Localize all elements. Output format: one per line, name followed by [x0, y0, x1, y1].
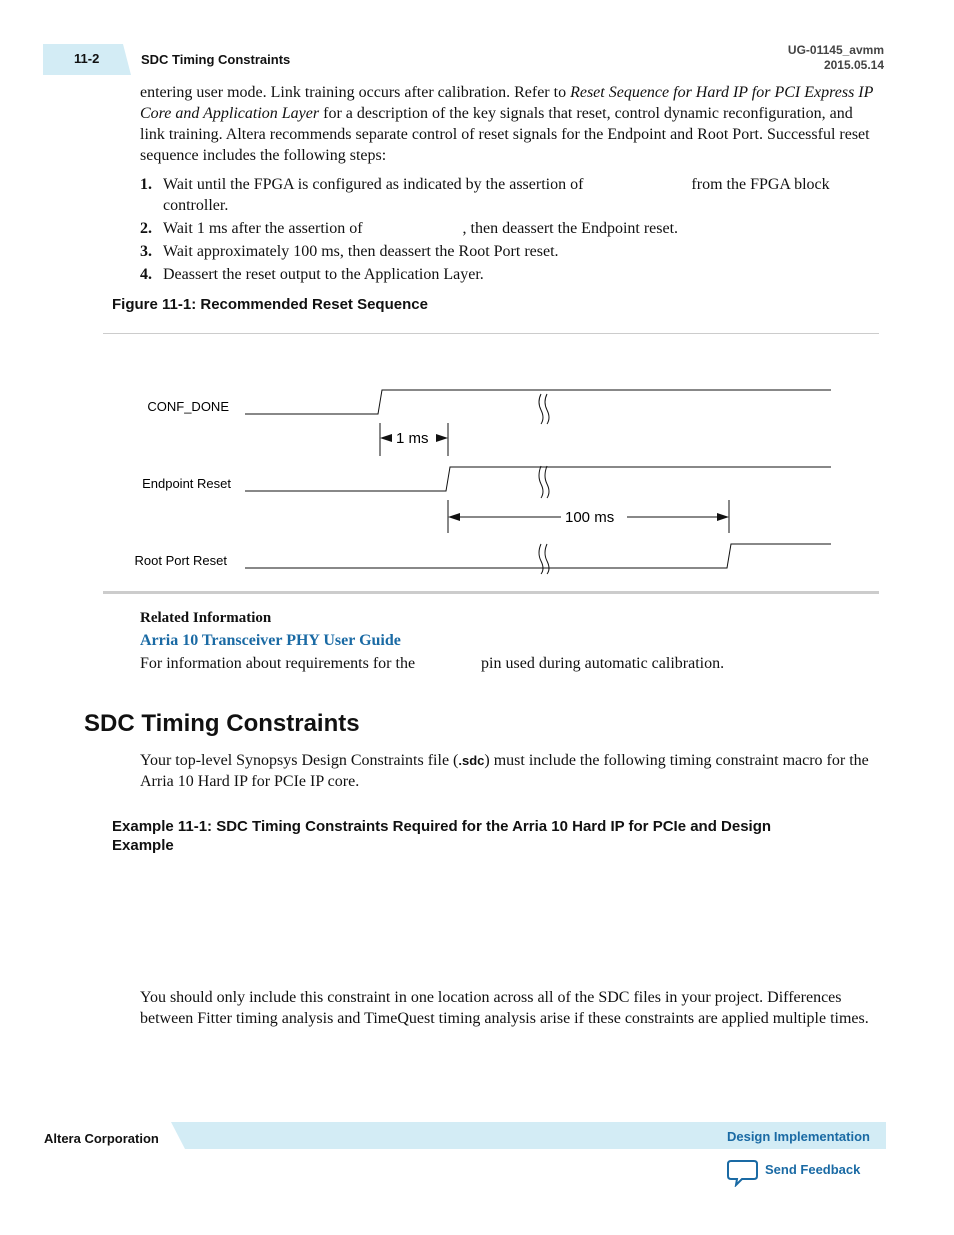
- step-item: [140, 174, 875, 216]
- signal-label-conf-done: CONF_DONE: [147, 399, 229, 414]
- intro-text-1: entering user mode. Link training occurs after calibration. Refer to: [140, 84, 571, 101]
- intro-text-2: for a description of the key signals that reset, control dynamic reconfiguration, and link training. Altera recommends separate control of reset signals for the Endpoint and Root Port. Successful reset sequence includes the following steps:: [140, 105, 870, 164]
- step-text: Wait until the FPGA is configured as indicated by the assertion of: [163, 176, 588, 193]
- step-number: 1.: [140, 176, 152, 193]
- send-feedback-link[interactable]: Send Feedback: [765, 1162, 861, 1177]
- root-port-reset-waveform: [245, 544, 831, 568]
- conf-done-waveform: [245, 390, 831, 414]
- figure-bottom-rule: [103, 591, 879, 594]
- intro-reference: Reset Sequence for Hard IP for PCI Express IP Core and Application Layer: [140, 84, 874, 122]
- footer-company: Altera Corporation: [44, 1131, 159, 1146]
- interval-label-1ms: 1 ms: [396, 430, 429, 447]
- related-info-description: [140, 653, 724, 674]
- break-mark-icon: [539, 544, 549, 574]
- break-mark-icon: [539, 466, 549, 498]
- figure-title: Figure 11-1: Recommended Reset Sequence: [112, 296, 428, 313]
- step-item: [140, 241, 875, 262]
- sdc-text-after: ) must include the following timing constraint macro for the Arria 10 Hard IP for PCIe IP core.: [140, 752, 869, 790]
- intro-paragraph: [140, 82, 875, 166]
- related-desc-before: For information about requirements for the: [140, 655, 420, 672]
- signal-label-endpoint-reset: Endpoint Reset: [142, 476, 231, 491]
- arrow-left-icon: [717, 513, 729, 521]
- arrow-right-icon: [380, 434, 392, 442]
- page-number: 11-2: [74, 51, 100, 66]
- reset-timing-diagram: [103, 334, 879, 591]
- related-info-heading: Related Information: [140, 610, 272, 626]
- example-title: Example 11-1: SDC Timing Constraints Required for the Arria 10 Hard IP for PCIe and Design Example: [112, 818, 772, 854]
- step-number: 4.: [140, 266, 152, 283]
- note-paragraph: You should only include this constraint in one location across all of the SDC files in your project. Differences between Fitter timing analysis and TimeQuest timing analysis arise if these constraints are applied multiple times.: [140, 989, 869, 1027]
- endpoint-reset-waveform: [245, 467, 831, 491]
- reset-steps-list: [140, 174, 875, 287]
- break-mark-icon: [539, 394, 549, 424]
- signal-label-root-port-reset: Root Port Reset: [134, 553, 227, 568]
- phy-user-guide-link[interactable]: Arria 10 Transceiver PHY User Guide: [140, 632, 401, 649]
- related-desc-after: pin used during automatic calibration.: [477, 655, 725, 672]
- step-text: Wait approximately 100 ms, then deassert the Root Port reset.: [163, 243, 559, 260]
- arrow-left-icon: [436, 434, 448, 442]
- step-text: Deassert the reset output to the Application Layer.: [163, 266, 484, 283]
- step-text-after: from the FPGA block controller.: [163, 176, 830, 214]
- arrow-right-icon: [448, 513, 460, 521]
- doc-date: 2015.05.14: [823, 58, 884, 72]
- step-text-after: , then deassert the Endpoint reset.: [462, 220, 679, 237]
- sdc-file-ext: .sdc: [458, 753, 485, 768]
- sdc-text-before: Your top-level Synopsys Design Constraints file (: [140, 752, 459, 769]
- doc-info: [788, 43, 884, 73]
- footer-section-link[interactable]: Design Implementation: [726, 1129, 870, 1144]
- feedback-icon[interactable]: [727, 1159, 759, 1187]
- step-text: Wait 1 ms after the assertion of: [163, 220, 367, 237]
- step-number: 2.: [140, 220, 152, 237]
- interval-label-100ms: 100 ms: [565, 509, 615, 526]
- section-heading: SDC Timing Constraints: [84, 710, 360, 737]
- doc-id: UG-01145_avmm: [787, 43, 884, 57]
- step-item: [140, 218, 875, 239]
- step-item: [140, 264, 875, 285]
- sdc-paragraph: [140, 750, 875, 792]
- running-section-title: SDC Timing Constraints: [141, 52, 291, 67]
- step-number: 3.: [140, 243, 152, 260]
